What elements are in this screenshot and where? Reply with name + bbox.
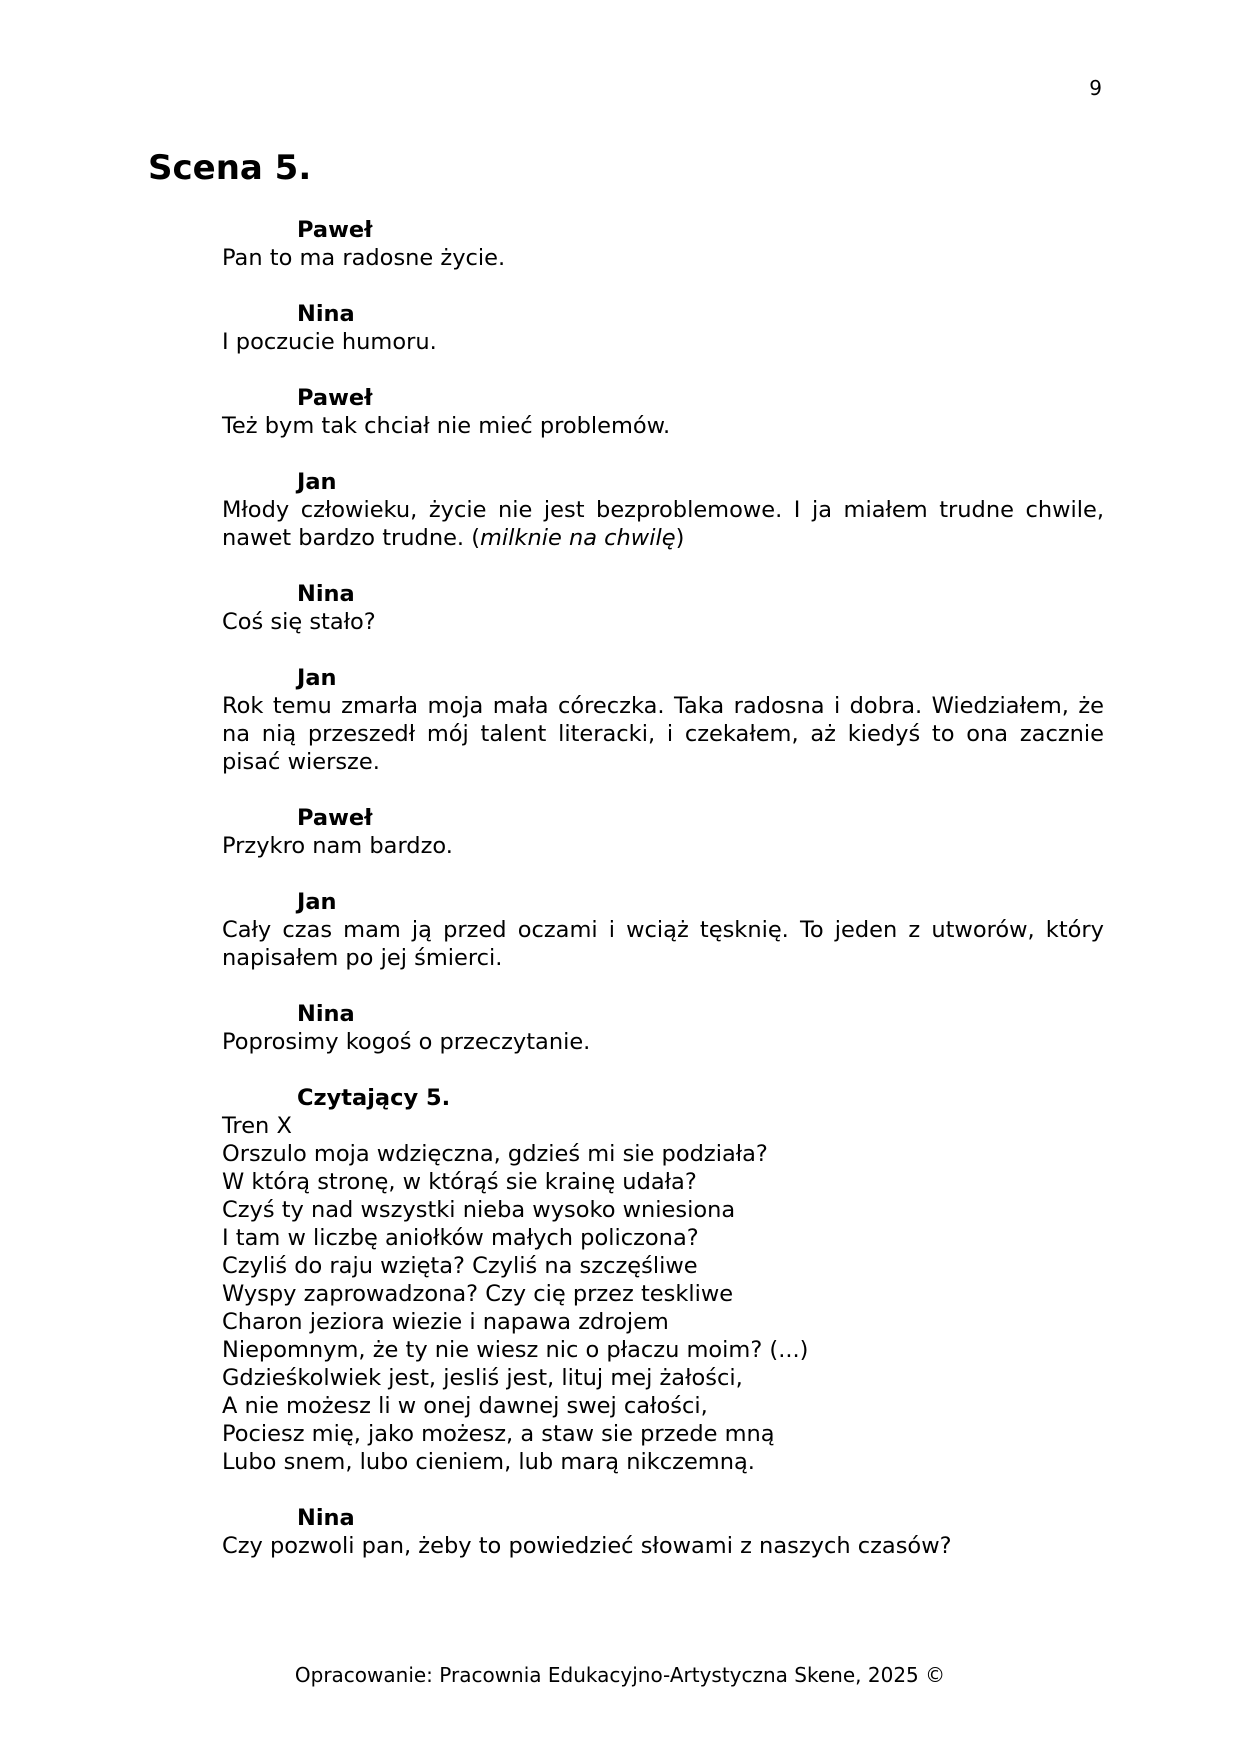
dialogue-line: Rok temu zmarła moja mała córeczka. Taka radosna i dobra. Wiedziałem, że na nią przeszedł mój talent literacki, i czekałem, aż kiedyś to ona zacznie pisać wiersze. xyxy=(222,693,1104,775)
poem-line: I tam w liczbę aniołków małych policzona? xyxy=(222,1225,699,1251)
dialogue-block xyxy=(222,216,1104,272)
dialogue-text: ) xyxy=(675,525,685,551)
poem-line: Orszulo moja wdzięczna, gdzieś mi sie podziała? xyxy=(222,1141,768,1167)
dialogue-block xyxy=(222,468,1104,552)
dialogue-line: Pan to ma radosne życie. xyxy=(222,245,506,271)
speaker-name: Jan xyxy=(297,665,337,691)
poem-line: Lubo snem, lubo cieniem, lub marą nikczemną. xyxy=(222,1449,755,1475)
poem-line: Niepomnym, że ty nie wiesz nic o płaczu moim? (...) xyxy=(222,1337,809,1363)
dialogue-line xyxy=(222,496,1104,552)
poem-block xyxy=(222,1084,1104,1476)
dialogue-block xyxy=(222,888,1104,972)
dialogue-block xyxy=(222,664,1104,776)
dialogue-block xyxy=(222,300,1104,356)
poem-line: Charon jeziora wiezie i napawa zdrojem xyxy=(222,1309,669,1335)
dialogue-text: Młody człowieku, życie nie jest bezproblemowe. I ja miałem trudne chwile, nawet bardzo trudne. ( xyxy=(222,497,1104,551)
poem-title: Tren X xyxy=(222,1113,292,1139)
dialogue-block xyxy=(222,384,1104,440)
speaker-name: Nina xyxy=(297,581,355,607)
dialogue-line: Cały czas mam ją przed oczami i wciąż tęsknię. To jeden z utworów, który napisałem po jej śmierci. xyxy=(222,917,1104,971)
dialogue-block xyxy=(222,1000,1104,1056)
dialogue-block xyxy=(222,1504,1104,1560)
poem-line: Czyliś do raju wzięta? Czyliś na szczęśliwe xyxy=(222,1253,698,1279)
poem-line: W którą stronę, w którąś sie krainę udała? xyxy=(222,1169,697,1195)
page-number: 9 xyxy=(1089,76,1102,100)
stage-direction: milknie na chwilę xyxy=(480,525,676,551)
speaker-name: Nina xyxy=(297,1001,355,1027)
poem-line: Pociesz mię, jako możesz, a staw sie przede mną xyxy=(222,1421,775,1447)
dialogue-block xyxy=(222,804,1104,860)
dialogue-line: Poprosimy kogoś o przeczytanie. xyxy=(222,1029,591,1055)
speaker-name: Jan xyxy=(297,889,337,915)
speaker-name: Nina xyxy=(297,301,355,327)
page-footer: Opracowanie: Pracownia Edukacyjno-Artystyczna Skene, 2025 © xyxy=(294,1663,946,1687)
poem-line: A nie możesz li w onej dawnej swej całości, xyxy=(222,1393,708,1419)
speaker-name: Paweł xyxy=(297,805,373,831)
dialogue xyxy=(222,216,1104,1588)
dialogue-line: Przykro nam bardzo. xyxy=(222,833,453,859)
poem-line: Gdzieśkolwiek jest, jesliś jest, lituj mej żałości, xyxy=(222,1365,743,1391)
speaker-name: Nina xyxy=(297,1505,355,1531)
dialogue-line: Coś się stało? xyxy=(222,609,376,635)
dialogue-block xyxy=(222,580,1104,636)
scene-title: Scena 5. xyxy=(148,148,312,188)
poem-line: Czyś ty nad wszystki nieba wysoko wniesiona xyxy=(222,1197,736,1223)
speaker-name: Czytający 5. xyxy=(297,1085,451,1111)
speaker-name: Paweł xyxy=(297,217,373,243)
speaker-name: Jan xyxy=(297,469,337,495)
poem-line: Wyspy zaprowadzona? Czy cię przez teskliwe xyxy=(222,1281,734,1307)
dialogue-line: I poczucie humoru. xyxy=(222,329,437,355)
dialogue-line: Też bym tak chciał nie mieć problemów. xyxy=(222,413,671,439)
speaker-name: Paweł xyxy=(297,385,373,411)
dialogue-line: Czy pozwoli pan, żeby to powiedzieć słowami z naszych czasów? xyxy=(222,1533,952,1559)
